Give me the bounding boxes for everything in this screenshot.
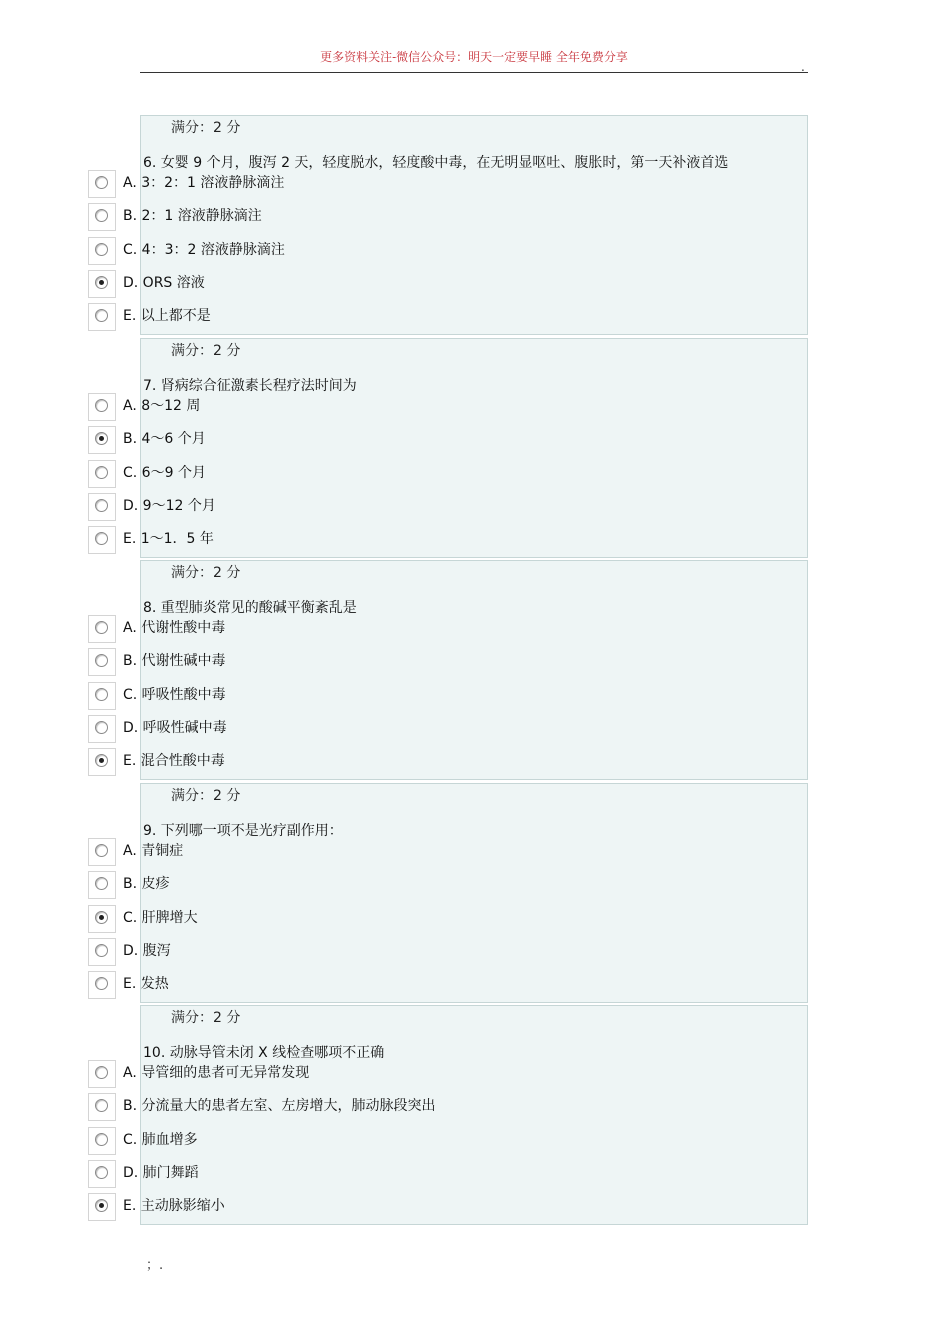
question-text: 6. 女婴 9 个月，腹泻 2 天，轻度脱水，轻度酸中毒，在无明显呕吐、腹胀时，第一天补液首选: [143, 155, 729, 171]
option-radio-cell[interactable]: [88, 526, 116, 554]
question-block: [88, 1005, 808, 1223]
option-label-d[interactable]: D. 腹泻: [123, 943, 171, 959]
option-label-c[interactable]: C. 肺血增多: [123, 1132, 198, 1148]
option-radio-cell[interactable]: [88, 971, 116, 999]
radio-button-a[interactable]: [95, 621, 108, 634]
radio-button-d[interactable]: [95, 944, 108, 957]
question-text: 8. 重型肺炎常见的酸碱平衡紊乱是: [143, 600, 357, 616]
option-radio-cell[interactable]: [88, 426, 116, 454]
score-label: 满分：2 分: [171, 343, 241, 359]
score-label: 满分：2 分: [171, 788, 241, 804]
option-radio-cell[interactable]: [88, 648, 116, 676]
radio-button-a[interactable]: [95, 176, 108, 189]
option-radio-cell[interactable]: [88, 170, 116, 198]
radio-button-b[interactable]: [95, 1099, 108, 1112]
option-label-e[interactable]: E. 以上都不是: [123, 308, 211, 324]
option-label-a[interactable]: A. 3：2：1 溶液静脉滴注: [123, 175, 285, 191]
question-block: [88, 338, 808, 556]
radio-button-c[interactable]: [95, 466, 108, 479]
option-label-d[interactable]: D. 9～12 个月: [123, 498, 216, 514]
option-radio-cell[interactable]: [88, 871, 116, 899]
radio-button-c[interactable]: [95, 688, 108, 701]
option-label-e[interactable]: E. 发热: [123, 976, 169, 992]
option-label-a[interactable]: A. 导管细的患者可无异常发现: [123, 1065, 310, 1081]
option-label-c[interactable]: C. 6～9 个月: [123, 465, 206, 481]
option-label-a[interactable]: A. 代谢性酸中毒: [123, 620, 226, 636]
radio-button-c[interactable]: [95, 911, 108, 924]
question-text: 7. 肾病综合征激素长程疗法时间为: [143, 378, 357, 394]
radio-button-e[interactable]: [95, 309, 108, 322]
option-radio-cell[interactable]: [88, 270, 116, 298]
option-radio-cell[interactable]: [88, 203, 116, 231]
radio-button-a[interactable]: [95, 844, 108, 857]
question-panel: [140, 783, 808, 1003]
option-radio-cell[interactable]: [88, 1193, 116, 1221]
option-radio-cell[interactable]: [88, 1093, 116, 1121]
option-label-e[interactable]: E. 混合性酸中毒: [123, 753, 225, 769]
option-label-a[interactable]: A. 青铜症: [123, 843, 184, 859]
question-block: [88, 560, 808, 778]
option-radio-cell[interactable]: [88, 460, 116, 488]
option-radio-cell[interactable]: [88, 303, 116, 331]
radio-button-b[interactable]: [95, 209, 108, 222]
option-radio-cell[interactable]: [88, 493, 116, 521]
option-label-e[interactable]: E. 主动脉影缩小: [123, 1198, 225, 1214]
option-label-e[interactable]: E. 1～1．5 年: [123, 531, 214, 547]
radio-button-e[interactable]: [95, 754, 108, 767]
option-radio-cell[interactable]: [88, 237, 116, 265]
option-radio-cell[interactable]: [88, 393, 116, 421]
header-note: 更多资料关注-微信公众号：明天一定要早睡 全年免费分享: [320, 50, 628, 64]
radio-button-c[interactable]: [95, 1133, 108, 1146]
radio-button-e[interactable]: [95, 1199, 108, 1212]
question-text: 9. 下列哪一项不是光疗副作用：: [143, 823, 343, 839]
header-dot: .: [801, 60, 805, 74]
radio-button-e[interactable]: [95, 977, 108, 990]
option-label-b[interactable]: B. 皮疹: [123, 876, 170, 892]
question-block: [88, 115, 808, 333]
option-label-b[interactable]: B. 2：1 溶液静脉滴注: [123, 208, 262, 224]
option-label-d[interactable]: D. ORS 溶液: [123, 275, 205, 291]
option-radio-cell[interactable]: [88, 1127, 116, 1155]
option-radio-cell[interactable]: [88, 682, 116, 710]
radio-button-d[interactable]: [95, 721, 108, 734]
option-radio-cell[interactable]: [88, 1160, 116, 1188]
option-radio-cell[interactable]: [88, 1060, 116, 1088]
radio-button-d[interactable]: [95, 1166, 108, 1179]
option-radio-cell[interactable]: [88, 748, 116, 776]
question-panel: [140, 338, 808, 558]
radio-button-e[interactable]: [95, 532, 108, 545]
score-label: 满分：2 分: [171, 565, 241, 581]
radio-button-c[interactable]: [95, 243, 108, 256]
option-label-b[interactable]: B. 分流量大的患者左室、左房增大，肺动脉段突出: [123, 1098, 436, 1114]
radio-button-a[interactable]: [95, 1066, 108, 1079]
option-label-d[interactable]: D. 肺门舞蹈: [123, 1165, 199, 1181]
option-label-d[interactable]: D. 呼吸性碱中毒: [123, 720, 227, 736]
radio-button-b[interactable]: [95, 654, 108, 667]
option-radio-cell[interactable]: [88, 615, 116, 643]
option-radio-cell[interactable]: [88, 905, 116, 933]
option-label-c[interactable]: C. 肝脾增大: [123, 910, 198, 926]
question-text: 10. 动脉导管未闭 X 线检查哪项不正确: [143, 1045, 385, 1061]
option-radio-cell[interactable]: [88, 938, 116, 966]
radio-button-b[interactable]: [95, 877, 108, 890]
option-label-c[interactable]: C. 4：3：2 溶液静脉滴注: [123, 242, 285, 258]
score-label: 满分：2 分: [171, 120, 241, 136]
radio-button-d[interactable]: [95, 276, 108, 289]
footer-mark: ；.: [146, 1258, 164, 1273]
question-panel: [140, 560, 808, 780]
radio-button-b[interactable]: [95, 432, 108, 445]
radio-button-a[interactable]: [95, 399, 108, 412]
option-label-c[interactable]: C. 呼吸性酸中毒: [123, 687, 226, 703]
header-rule: [140, 72, 808, 73]
option-radio-cell[interactable]: [88, 838, 116, 866]
radio-button-d[interactable]: [95, 499, 108, 512]
option-label-a[interactable]: A. 8～12 周: [123, 398, 201, 414]
option-label-b[interactable]: B. 代谢性碱中毒: [123, 653, 226, 669]
question-panel: [140, 1005, 808, 1225]
score-label: 满分：2 分: [171, 1010, 241, 1026]
option-label-b[interactable]: B. 4～6 个月: [123, 431, 206, 447]
question-block: [88, 783, 808, 1001]
option-radio-cell[interactable]: [88, 715, 116, 743]
question-panel: [140, 115, 808, 335]
